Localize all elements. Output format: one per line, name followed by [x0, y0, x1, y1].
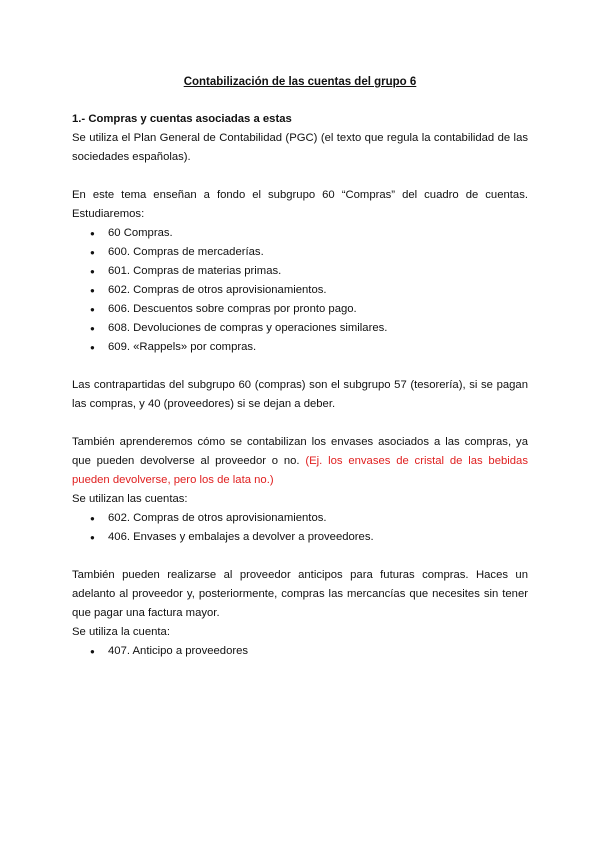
- document-title: Contabilización de las cuentas del grupo 6: [183, 76, 417, 88]
- spacer: [72, 547, 528, 566]
- advance-paragraph: También pueden realizarse al proveedor anticipos para futuras compras. Haces un adelanto al proveedor y, posteriormente, compras las mercancías que necesites sin tener que pagar una factura mayor.: [72, 569, 528, 619]
- intro-paragraph: Se utiliza el Plan General de Contabilidad (PGC) (el texto que regula la contabilidad de las sociedades españolas).: [72, 132, 528, 163]
- list-item: ● 608. Devoluciones de compras y operaciones similares.: [90, 319, 528, 338]
- accounts-list-advance: [72, 642, 528, 661]
- packaging-paragraph: [72, 433, 528, 490]
- list-item: ● 601. Compras de materias primas.: [90, 262, 528, 281]
- accounts-label: Se utilizan las cuentas:: [72, 493, 188, 505]
- spacer: [72, 357, 528, 376]
- accounts-list-60: [72, 224, 528, 357]
- list-item: ● 406. Envases y embalajes a devolver a proveedores.: [90, 528, 528, 547]
- list-item: ● 609. «Rappels» por compras.: [90, 338, 528, 357]
- packaging-note: (Ej. los envases de cristal de las bebidas pueden devolverse, pero los de lata no.): [72, 455, 528, 486]
- list-item: ● 600. Compras de mercaderías.: [90, 243, 528, 262]
- list-item: ● 606. Descuentos sobre compras por pronto pago.: [90, 300, 528, 319]
- list-item: ● 602. Compras de otros aprovisionamientos.: [90, 509, 528, 528]
- account-label: Se utiliza la cuenta:: [72, 626, 170, 638]
- packaging-text: También aprenderemos cómo se contabilizan los envases asociados a las compras, ya que pueden devolverse al proveedor o no.: [72, 436, 528, 467]
- subgroup-paragraph: En este tema enseñan a fondo el subgrupo 60 “Compras” del cuadro de cuentas. Estudiaremos:: [72, 189, 528, 220]
- list-item: ● 407. Anticipo a proveedores: [90, 642, 528, 661]
- list-item: ● 60 Compras.: [90, 224, 528, 243]
- spacer: [72, 167, 528, 186]
- spacer: [72, 414, 528, 433]
- counterpart-paragraph: Las contrapartidas del subgrupo 60 (compras) son el subgrupo 57 (tesorería), si se pagan las compras, y 40 (proveedores) si se dejan a deber.: [72, 379, 528, 410]
- section-heading: 1.- Compras y cuentas asociadas a estas: [72, 113, 292, 125]
- list-item: ● 602. Compras de otros aprovisionamientos.: [90, 281, 528, 300]
- accounts-list-packaging: [72, 509, 528, 547]
